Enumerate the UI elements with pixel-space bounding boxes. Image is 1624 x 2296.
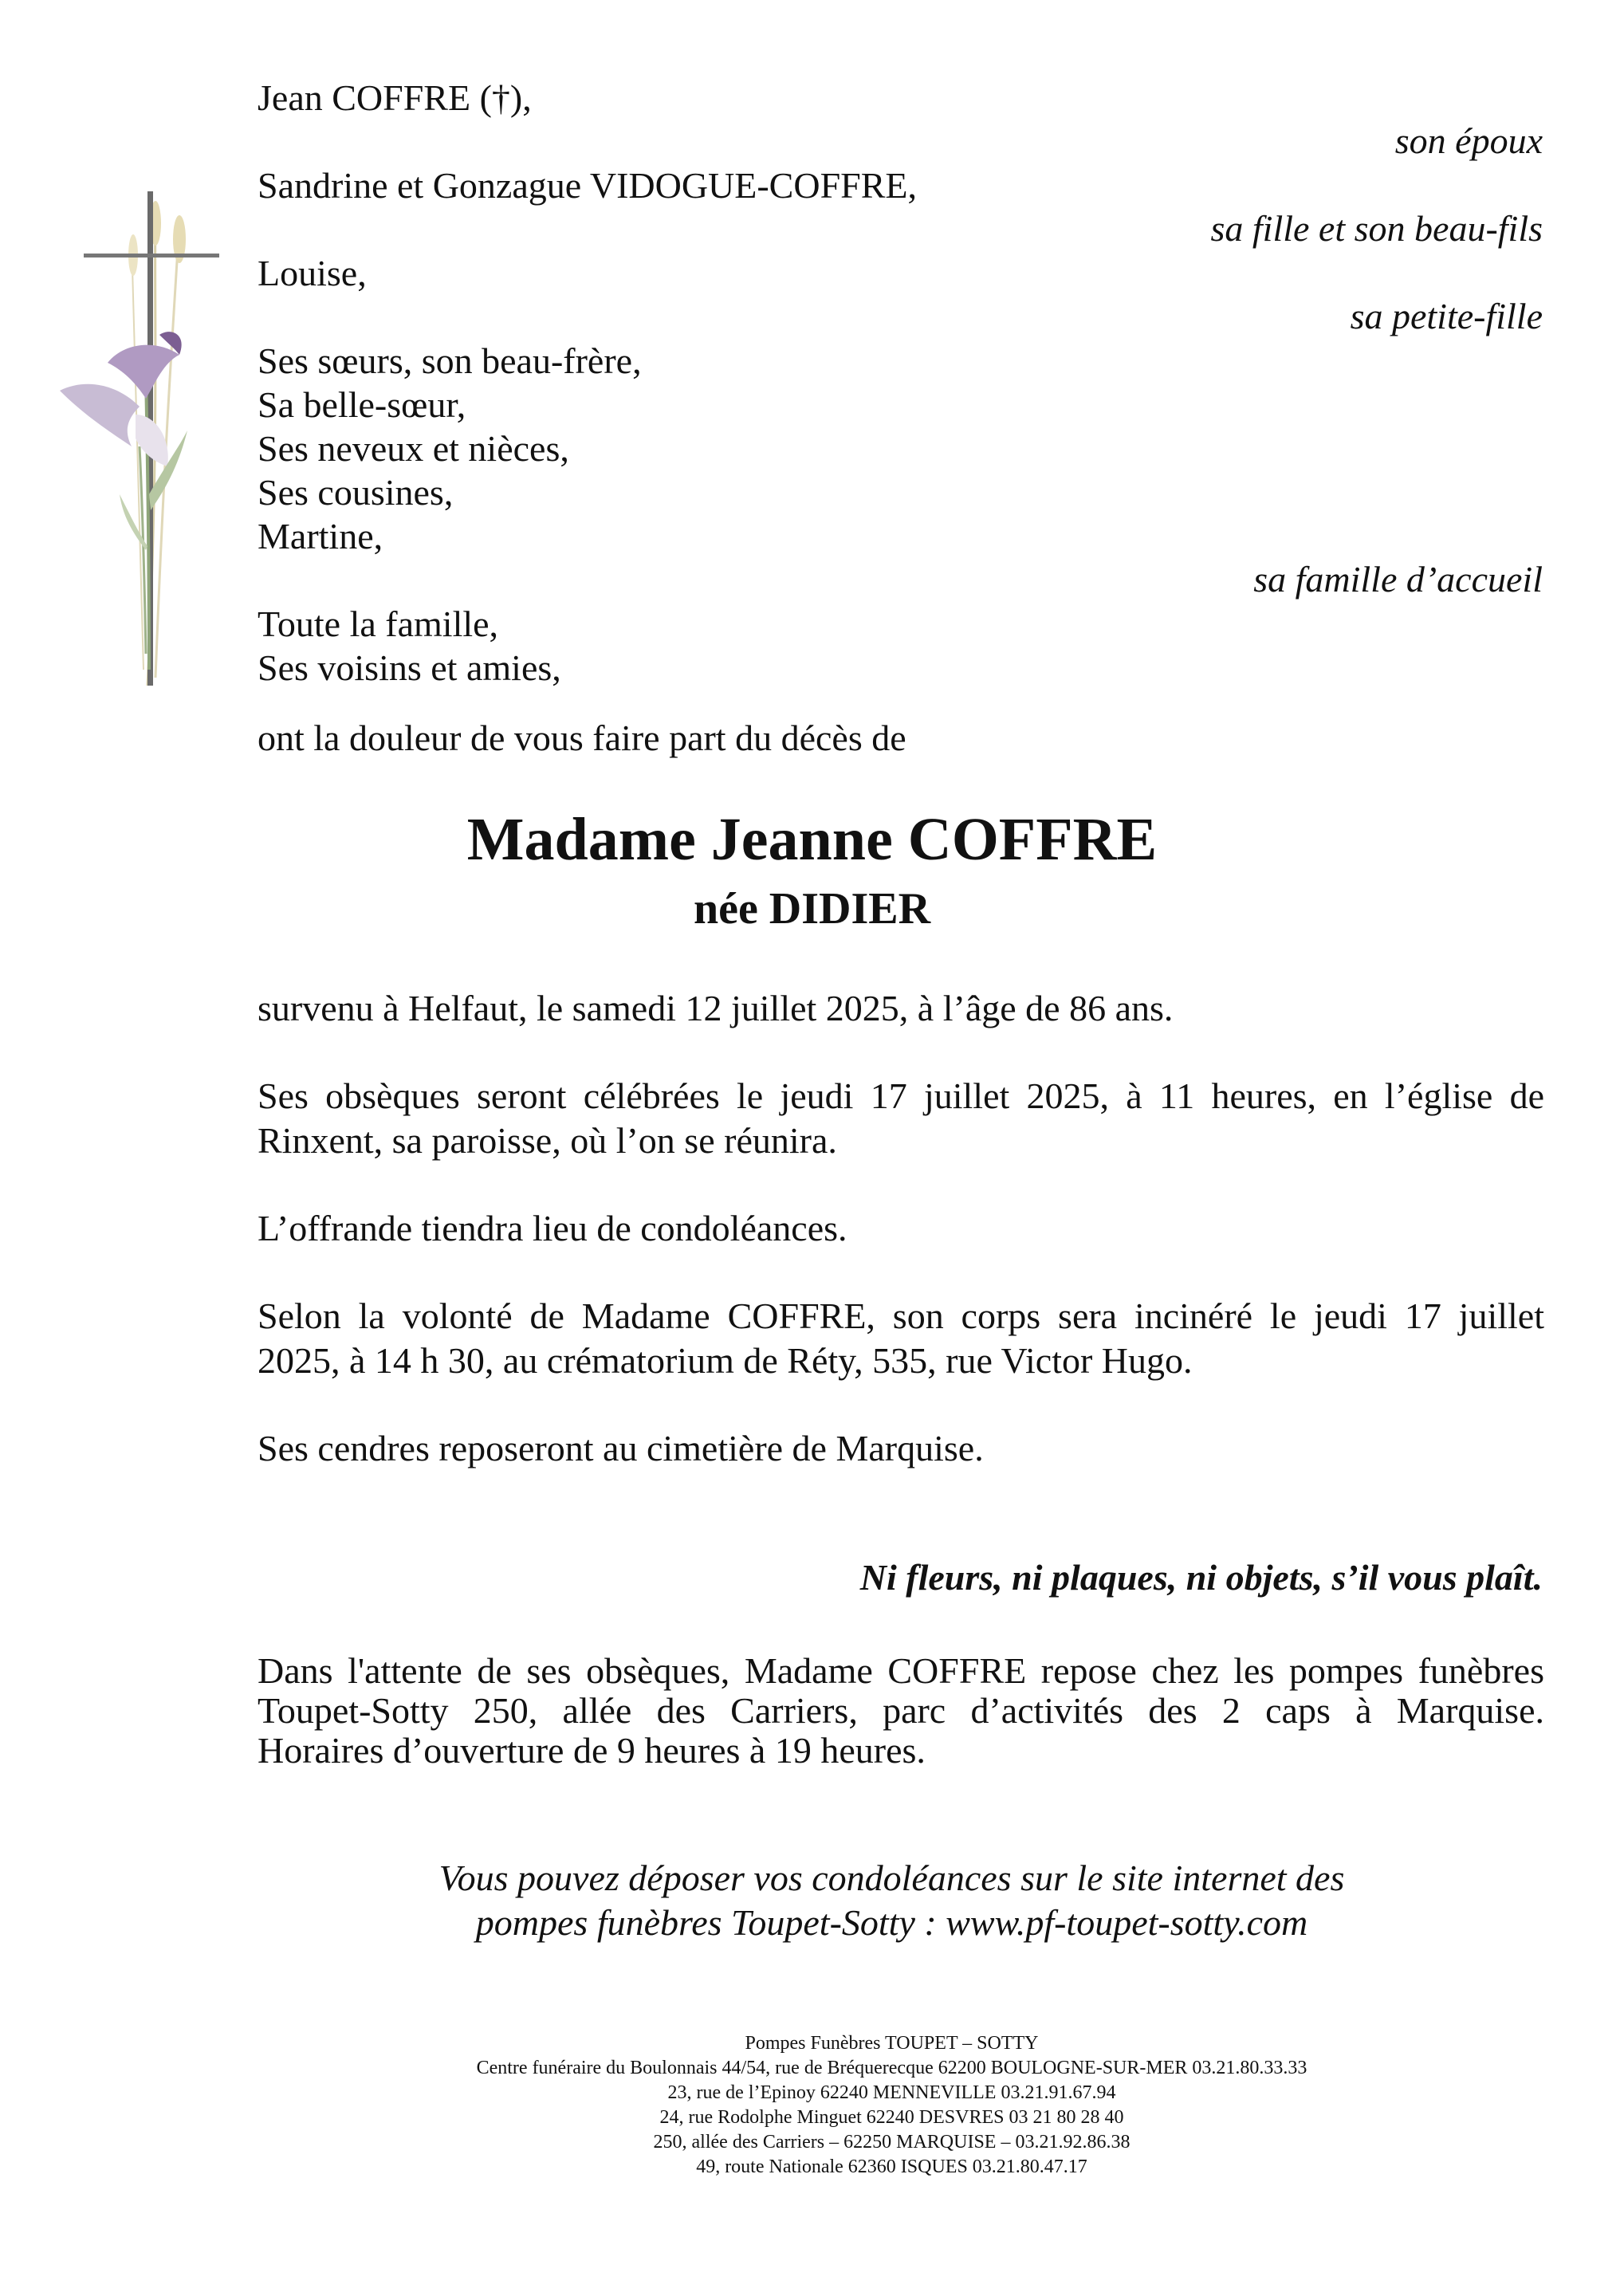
funeral-line: Ses obsèques seront célébrées le jeudi 17 juillet 2025, à 11 heures, en l’église de — [258, 1075, 1544, 1116]
relation-label: sa fille et son beau-fils — [1210, 208, 1543, 249]
cremation-line: 2025, à 14 h 30, au crématorium de Réty, 535, rue Victor Hugo. — [258, 1340, 1193, 1381]
deceased-name: Madame Jeanne COFFRE — [466, 806, 1158, 873]
relation-label: sa famille d’accueil — [1253, 559, 1543, 600]
footer-line: 49, route Nationale 62360 ISQUES 03.21.80.47.17 — [696, 2156, 1087, 2177]
family-line: Martine, — [258, 516, 383, 556]
relation-label: son époux — [1394, 120, 1543, 161]
rest-line: Dans l'attente de ses obsèques, Madame COFFRE repose chez les pompes funèbres — [258, 1650, 1544, 1691]
deceased-maiden-name: née DIDIER — [693, 884, 931, 934]
footer-line: 24, rue Rodolphe Minguet 62240 DESVRES 03 21 80 28 40 — [659, 2107, 1124, 2128]
footer-line: 23, rue de l’Epinoy 62240 MENNEVILLE 03.21.91.67.94 — [667, 2082, 1116, 2103]
offering-text: L’offrande tiendra lieu de condoléances. — [258, 1208, 847, 1248]
cross-with-lily-icon — [60, 191, 227, 694]
funeral-line: Rinxent, sa paroisse, où l’on se réunira. — [258, 1120, 837, 1161]
family-line: Ses sœurs, son beau-frère, — [258, 340, 642, 381]
family-line: Sandrine et Gonzague VIDOGUE-COFFRE, — [258, 165, 918, 206]
no-flowers-notice: Ni fleurs, ni plaques, ni objets, s’il vous plaît. — [859, 1557, 1543, 1598]
family-line: Sa belle-sœur, — [258, 384, 466, 425]
family-line: Ses cousines, — [258, 472, 454, 513]
footer-line: Pompes Funèbres TOUPET – SOTTY — [745, 2033, 1039, 2054]
ashes-text: Ses cendres reposeront au cimetière de Marquise. — [258, 1428, 984, 1468]
announcement: ont la douleur de vous faire part du décès de — [258, 718, 906, 758]
rest-line: Toupet-Sotty 250, allée des Carriers, parc d’activités des 2 caps à Marquise. — [258, 1690, 1544, 1731]
rest-line: Horaires d’ouverture de 9 heures à 19 heures. — [258, 1730, 926, 1771]
cremation-line: Selon la volonté de Madame COFFRE, son corps sera incinéré le jeudi 17 juillet — [258, 1295, 1544, 1336]
death-info: survenu à Helfaut, le samedi 12 juillet 2025, à l’âge de 86 ans. — [258, 988, 1174, 1028]
family-line: Ses neveux et nièces, — [258, 428, 569, 469]
family-line: Toute la famille, — [258, 603, 499, 644]
footer-line: Centre funéraire du Boulonnais 44/54, rue de Bréquerecque 62200 BOULOGNE-SUR-MER 03.21.80.33.33 — [476, 2058, 1307, 2078]
footer-line: 250, allée des Carriers – 62250 MARQUISE – 03.21.92.86.38 — [653, 2132, 1131, 2152]
online-condolences: Vous pouvez déposer vos condoléances sur le site internet des — [438, 1858, 1345, 1898]
family-line: Ses voisins et amies, — [258, 647, 561, 688]
relation-label: sa petite-fille — [1350, 296, 1543, 336]
online-condolences: pompes funèbres Toupet-Sotty : www.pf-toupet-sotty.com — [475, 1902, 1308, 1943]
family-line: Louise, — [258, 253, 367, 293]
family-line: Jean COFFRE (†), — [258, 77, 532, 118]
